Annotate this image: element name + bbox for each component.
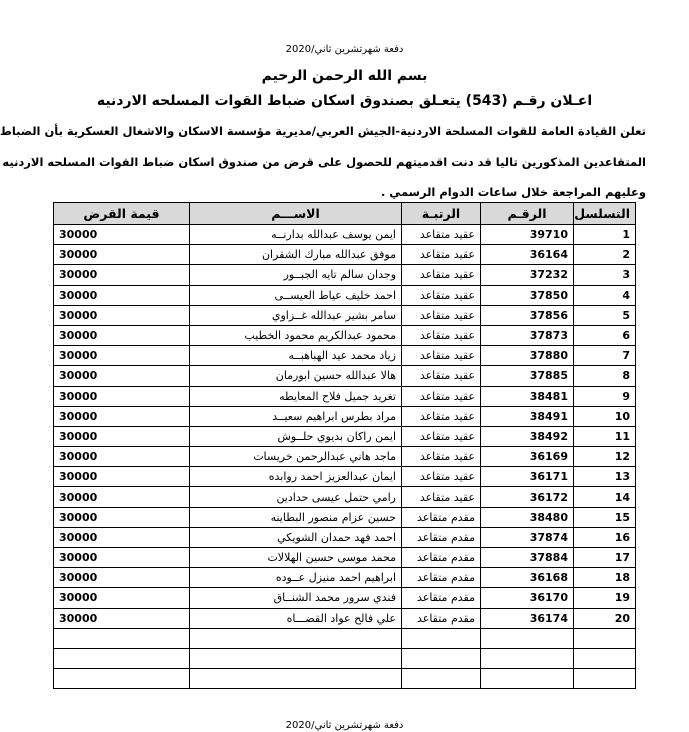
table-row [54, 265, 636, 285]
cell-loan: 30000 [54, 588, 190, 608]
cell-rank: عقيد متقاعد [402, 426, 481, 446]
cell-name [190, 669, 402, 689]
cell-name: محمود عبدالكريم محمود الخطيب [190, 325, 402, 345]
cell-serial: 18 [574, 568, 636, 588]
cell-loan: 30000 [54, 568, 190, 588]
cell-loan: 30000 [54, 285, 190, 305]
table-row [54, 346, 636, 366]
cell-rank: عقيد متقاعد [402, 285, 481, 305]
cell-name: ايمن راكان بديوي حلــوش [190, 426, 402, 446]
cell-loan: 30000 [54, 608, 190, 628]
cell-loan: 30000 [54, 305, 190, 325]
cell-number: 38491 [481, 406, 574, 426]
cell-serial: 13 [574, 467, 636, 487]
cell-loan: 30000 [54, 548, 190, 568]
cell-rank [402, 648, 481, 668]
cell-serial [574, 628, 636, 648]
announcement-headline: اعـلان رقـم (543) يتعـلق بصندوق اسكان ضباط القوات المسلحه الاردنيه [96, 93, 593, 109]
table-body [54, 225, 636, 689]
cell-serial: 11 [574, 426, 636, 446]
cell-rank: عقيد متقاعد [402, 225, 481, 245]
announcement-line-1: تعلن القيادة العامة للقوات المسلحة الاردنية-الجيش العربي/مديرية مؤسسة الاسكان والاشغال العسكرية بأن الضباط [0, 124, 646, 138]
cell-number [481, 669, 574, 689]
cell-rank: عقيد متقاعد [402, 265, 481, 285]
cell-number: 37873 [481, 325, 574, 345]
cell-rank [402, 628, 481, 648]
table-row [54, 426, 636, 446]
cell-name: زياد محمد عيد الهباهبــه [190, 346, 402, 366]
basmala-heading: بسم الله الرحمن الرحيم [261, 68, 428, 84]
cell-name: احمد خليف عياط العيســى [190, 285, 402, 305]
cell-name [190, 648, 402, 668]
cell-number: 38480 [481, 507, 574, 527]
cell-rank: مقدم متقاعد [402, 507, 481, 527]
table-row [54, 225, 636, 245]
cell-serial: 12 [574, 447, 636, 467]
cell-rank: عقيد متقاعد [402, 487, 481, 507]
cell-number: 37232 [481, 265, 574, 285]
cell-rank: عقيد متقاعد [402, 447, 481, 467]
cell-name: وجدان سالم تايه الجبــور [190, 265, 402, 285]
table-row [54, 245, 636, 265]
cell-name: ماجد هاني عبدالرحمن خريسات [190, 447, 402, 467]
header-rank: الرتبـة [402, 203, 481, 225]
table-row [54, 386, 636, 406]
cell-serial: 8 [574, 366, 636, 386]
cell-number: 37880 [481, 346, 574, 366]
table-row [54, 608, 636, 628]
cell-serial: 19 [574, 588, 636, 608]
cell-rank: عقيد متقاعد [402, 346, 481, 366]
cell-number: 36168 [481, 568, 574, 588]
table-header-row [54, 203, 636, 225]
table-row [54, 548, 636, 568]
cell-rank: عقيد متقاعد [402, 386, 481, 406]
table-row [54, 568, 636, 588]
cell-name: حسين عزام منصور البطاينه [190, 507, 402, 527]
cell-name: احمد فهد حمدان الشويكي [190, 527, 402, 547]
cell-number: 37884 [481, 548, 574, 568]
cell-serial: 10 [574, 406, 636, 426]
cell-serial: 1 [574, 225, 636, 245]
cell-serial: 7 [574, 346, 636, 366]
cell-rank: مقدم متقاعد [402, 548, 481, 568]
table-row [54, 285, 636, 305]
cell-name: علي فالح عواد القضـــاه [190, 608, 402, 628]
cell-loan: 30000 [54, 447, 190, 467]
cell-name [190, 628, 402, 648]
cell-name: ايمان عبدالعزيز احمد روابده [190, 467, 402, 487]
cell-loan [54, 628, 190, 648]
cell-rank [402, 669, 481, 689]
cell-loan: 30000 [54, 225, 190, 245]
cell-name: محمد موسى حسين الهلالات [190, 548, 402, 568]
cell-loan: 30000 [54, 467, 190, 487]
announcement-line-3: وعليهم المراجعة خلال ساعات الدوام الرسمي . [380, 185, 646, 199]
cell-serial: 5 [574, 305, 636, 325]
cell-name: ابراهيم احمد منيزل عــوده [190, 568, 402, 588]
cell-loan: 30000 [54, 527, 190, 547]
header-name: الاســـم [190, 203, 402, 225]
cell-number: 37885 [481, 366, 574, 386]
cell-loan: 30000 [54, 265, 190, 285]
cell-number: 37856 [481, 305, 574, 325]
cell-serial: 2 [574, 245, 636, 265]
table-row [54, 507, 636, 527]
table-row [54, 305, 636, 325]
cell-rank: عقيد متقاعد [402, 366, 481, 386]
cell-rank: عقيد متقاعد [402, 325, 481, 345]
header-serial: التسلسل [574, 203, 636, 225]
cell-number: 36170 [481, 588, 574, 608]
cell-serial: 16 [574, 527, 636, 547]
cell-name: تغريد جميل فلاح المعايطه [190, 386, 402, 406]
cell-name: هالا عبدالله حسين ابورمان [190, 366, 402, 386]
cell-rank: مقدم متقاعد [402, 527, 481, 547]
cell-rank: عقيد متقاعد [402, 245, 481, 265]
officers-table [53, 202, 636, 689]
cell-loan: 30000 [54, 245, 190, 265]
cell-loan: 30000 [54, 507, 190, 527]
cell-rank: عقيد متقاعد [402, 406, 481, 426]
cell-loan: 30000 [54, 487, 190, 507]
header-number: الرقـم [481, 203, 574, 225]
cell-loan: 30000 [54, 346, 190, 366]
cell-number: 36169 [481, 447, 574, 467]
cell-name: ايمن يوسف عبدالله بدارنــه [190, 225, 402, 245]
table-row [54, 447, 636, 467]
cell-name: فندي سرور محمد الشنــاق [190, 588, 402, 608]
cell-rank: مقدم متقاعد [402, 588, 481, 608]
cell-serial: 4 [574, 285, 636, 305]
cell-rank: مقدم متقاعد [402, 608, 481, 628]
cell-number: 37874 [481, 527, 574, 547]
table-row [54, 648, 636, 668]
cell-serial [574, 669, 636, 689]
table-row [54, 588, 636, 608]
cell-number: 39710 [481, 225, 574, 245]
batch-label: دفعة شهرتشرين ثاني/2020 [285, 44, 404, 55]
cell-number: 38481 [481, 386, 574, 406]
cell-serial [574, 648, 636, 668]
cell-loan: 30000 [54, 406, 190, 426]
cell-number [481, 628, 574, 648]
cell-serial: 6 [574, 325, 636, 345]
header-loan-value: قيمة القرض [54, 203, 190, 225]
table-row [54, 467, 636, 487]
cell-number: 37850 [481, 285, 574, 305]
cell-loan: 30000 [54, 426, 190, 446]
cell-name: سامر بشير عبدالله غــزاوي [190, 305, 402, 325]
cell-number [481, 648, 574, 668]
cell-number: 38492 [481, 426, 574, 446]
cell-rank: عقيد متقاعد [402, 467, 481, 487]
cell-loan [54, 648, 190, 668]
cell-loan: 30000 [54, 386, 190, 406]
cell-serial: 9 [574, 386, 636, 406]
announcement-line-2: المتقاعدين المذكورين تاليا قد دنت اقدميتهم للحصول على قرض من صندوق اسكان ضباط القوات المسلحه الاردنيه [2, 155, 646, 169]
table-row [54, 487, 636, 507]
table-row [54, 527, 636, 547]
cell-number: 36171 [481, 467, 574, 487]
cell-rank: عقيد متقاعد [402, 305, 481, 325]
cell-rank: مقدم متقاعد [402, 568, 481, 588]
cell-loan [54, 669, 190, 689]
cell-serial: 15 [574, 507, 636, 527]
cell-number: 36164 [481, 245, 574, 265]
cell-serial: 3 [574, 265, 636, 285]
cell-name: موفق عبدالله مبارك الشقران [190, 245, 402, 265]
cell-name: رامي حتمل عيسى حدادين [190, 487, 402, 507]
table-row [54, 669, 636, 689]
cell-serial: 17 [574, 548, 636, 568]
table-row [54, 406, 636, 426]
cell-name: مراد بطرس ابراهيم سعيــد [190, 406, 402, 426]
cell-loan: 30000 [54, 366, 190, 386]
cell-number: 36172 [481, 487, 574, 507]
batch-label-footer: دفعة شهرتشرين ثاني/2020 [285, 720, 404, 731]
cell-number: 36174 [481, 608, 574, 628]
table-row [54, 628, 636, 648]
table-row [54, 366, 636, 386]
cell-serial: 20 [574, 608, 636, 628]
table-row [54, 325, 636, 345]
cell-loan: 30000 [54, 325, 190, 345]
cell-serial: 14 [574, 487, 636, 507]
